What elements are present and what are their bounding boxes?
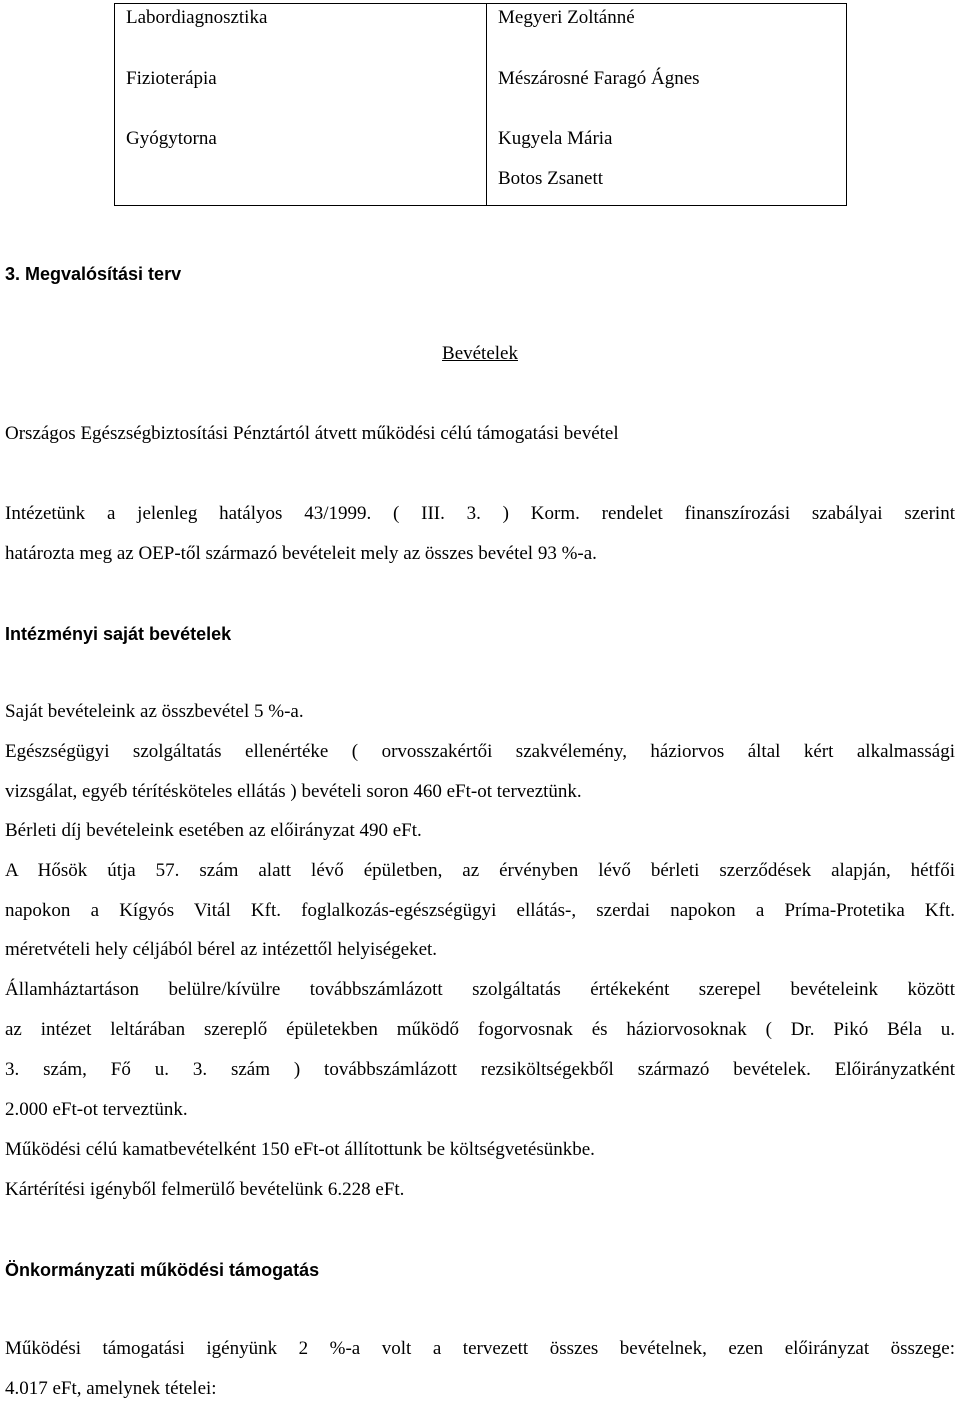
oep-paragraph-line: Intézetünk a jelenleg hatályos 43/1999. ( III. 3. ) Korm. rendelet finanszírozási szabályai szerint [5,503,955,524]
paragraph-line: Bérleti díj bevételeink esetében az előirányzat 490 eFt. [5,820,422,841]
paragraph-line: 3. szám, Fő u. 3. szám ) továbbszámlázott rezsiköltségekből származó bevételek. Előirányzatként [5,1059,955,1080]
table-cell-name: Megyeri Zoltánné [498,7,635,28]
paragraph-line: A Hősök útja 57. szám alatt lévő épületben, az érvényben lévő bérleti szerződések alapján, hétfői [5,860,955,881]
paragraph-line: Működési célú kamatbevételként 150 eFt-ot állítottunk be költségvetésünkbe. [5,1139,595,1160]
paragraph-line: az intézet leltárában szereplő épületekben működő fogorvosnak és háziorvosoknak ( Dr. Pikó Béla u. [5,1019,955,1040]
table-cell-department: Fizioterápia [126,68,217,89]
department-column [115,4,487,206]
income-subheading: Bevételek [442,343,518,364]
table-cell-department: Gyógytorna [126,128,217,149]
paragraph-line: 2.000 eFt-ot terveztünk. [5,1099,188,1120]
paragraph-line: Államháztartáson belülre/kívülre továbbszámlázott szolgáltatás értékeként szerepel bevételeink között [5,979,955,1000]
table-cell-name: Kugyela Mária [498,128,613,149]
table-cell-name: Botos Zsanett [498,168,604,189]
municipal-paragraph-line: 4.017 eFt, amelynek tételei: [5,1378,217,1399]
municipal-heading: Önkormányzati működési támogatás [5,1260,320,1280]
staff-table [114,3,847,206]
paragraph-line: Saját bevételeink az összbevétel 5 %-a. [5,701,304,722]
paragraph-line: Egészségügyi szolgáltatás ellenértéke ( orvosszakértői szakvélemény, háziorvos által kért alkalmassági [5,741,955,762]
oep-heading: Országos Egészségbiztosítási Pénztártól átvett működési célú támogatási bevétel [5,423,619,444]
table-cell-department: Labordiagnosztika [126,7,268,28]
municipal-paragraph-line: Működési támogatási igényünk 2 %-a volt a tervezett összes bevételnek, ezen előirányzat összege: [5,1338,955,1359]
table-cell-name: Mészárosné Faragó Ágnes [498,68,700,89]
paragraph-line: vizsgálat, egyéb térítésköteles ellátás ) bevételi soron 460 eFt-ot terveztünk. [5,781,582,802]
section-heading: 3. Megvalósítási terv [5,264,182,284]
own-income-heading: Intézményi saját bevételek [5,624,232,644]
paragraph-line: Kártérítési igényből felmerülő bevételünk 6.228 eFt. [5,1179,405,1200]
oep-paragraph-line: határozta meg az OEP-től származó bevételeit mely az összes bevétel 93 %-a. [5,543,597,564]
paragraph-line: napokon a Kígyós Vitál Kft. foglalkozás-egészségügyi ellátás-, szerdai napokon a Príma-Protetika Kft. [5,900,955,921]
paragraph-line: méretvételi hely céljából bérel az intézettől helyiségeket. [5,939,438,960]
